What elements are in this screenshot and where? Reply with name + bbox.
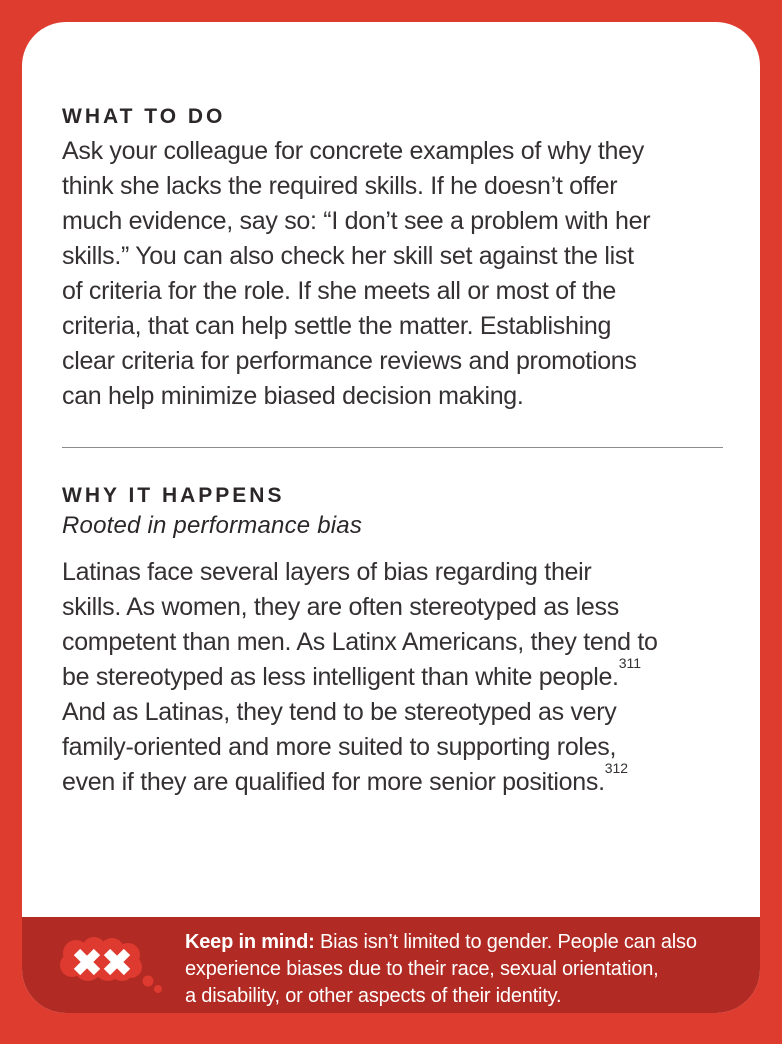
keep-in-mind-text (185, 929, 697, 1010)
footer-text-line: Keep in mind: Bias isn’t limited to gender. People can also (185, 931, 697, 953)
keep-in-mind-label: Keep in mind: (185, 931, 315, 953)
text-line: skills. As women, they are often stereotyped as less (62, 593, 619, 621)
what-to-do-heading: WHAT TO DO (62, 105, 226, 128)
text-line: Ask your colleague for concrete examples of why they (62, 137, 644, 165)
text-line: think she lacks the required skills. If he doesn’t offer (62, 172, 618, 200)
card (22, 22, 760, 1013)
text-line: even if they are qualified for more senior positions.$^{312}$ (62, 759, 629, 796)
text-line: clear criteria for performance reviews and promotions (62, 347, 637, 375)
text-line: criteria, that can help settle the matter. Establishing (62, 312, 612, 340)
text-line: family-oriented and more suited to supporting roles, (62, 733, 617, 761)
text-line: be stereotyped as less intelligent than white people.$^{311}$ (62, 654, 642, 691)
text-line: can help minimize biased decision making. (62, 382, 524, 410)
text-line: of criteria for the role. If she meets all or most of the (62, 277, 616, 305)
bias-type-subheading: Rooted in performance bias (62, 512, 363, 539)
footnote-citation: 312 (604, 759, 629, 776)
text-line: Latinas face several layers of bias regarding their (62, 558, 592, 586)
text-line: competent than men. As Latinx Americans, they tend to (62, 628, 658, 656)
text-line: And as Latinas, they tend to be stereotyped as very (62, 698, 617, 726)
footnote-citation: 311 (618, 654, 642, 671)
footer-text-line: experience biases due to their race, sexual orientation, (185, 958, 659, 980)
footer-text-line: a disability, or other aspects of their identity. (185, 985, 562, 1007)
text-line: much evidence, say so: “I don’t see a problem with her (62, 207, 651, 235)
thought-bubble-icon (58, 937, 163, 997)
why-it-happens-paragraph (62, 555, 760, 800)
text-line: skills.” You can also check her skill set against the list (62, 242, 634, 270)
what-to-do-paragraph (62, 134, 760, 414)
why-it-happens-heading: WHY IT HAPPENS (62, 484, 285, 507)
keep-in-mind-banner (22, 917, 760, 1013)
section-divider (62, 447, 723, 448)
